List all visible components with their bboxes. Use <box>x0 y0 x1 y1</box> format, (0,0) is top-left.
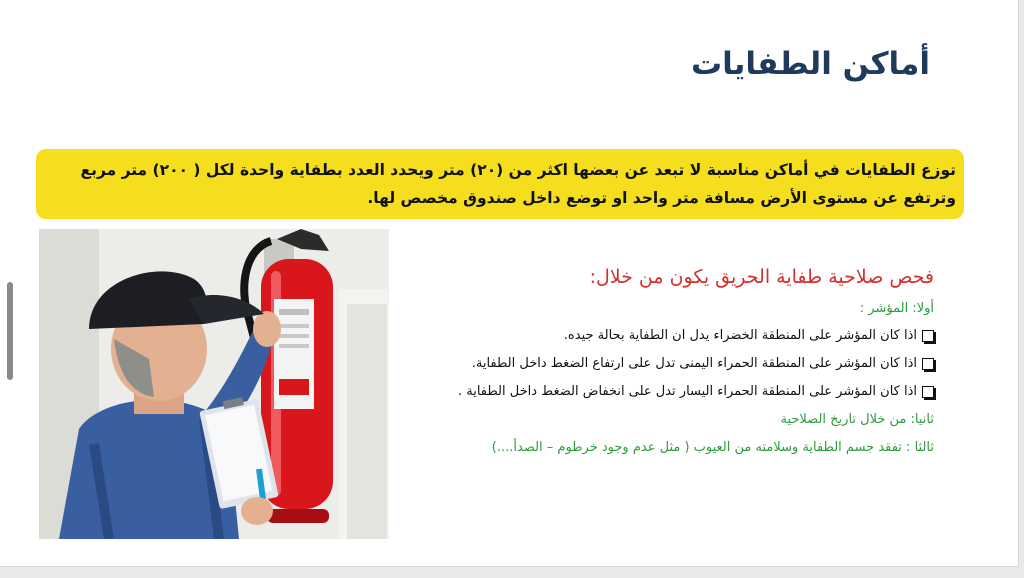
checkbox-icon <box>922 330 934 342</box>
slide-title: أماكن الطفايات <box>690 46 930 82</box>
checklist-text: اذا كان المؤشر على المنطقة الخضراء يدل ان الطفاية بحالة جيده. <box>563 328 917 343</box>
checkbox-icon <box>922 358 934 370</box>
fire-extinguisher-inspection-photo <box>39 229 389 539</box>
first-method-label: أولا: المؤشر : <box>859 301 934 316</box>
checklist-item <box>564 328 934 343</box>
checklist-text: اذا كان المؤشر على المنطقة الحمراء اليمنى تدل على ارتفاع الضغط داخل الطفاية. <box>471 356 917 371</box>
checklist-item <box>472 356 934 371</box>
placement-note: توزع الطفايات في أماكن مناسبة لا تبعد عن بعضها اكثر من (٢٠) متر ويحدد العدد بطفاية واحدة لكل ( ٢٠٠) متر مربع وترتفع عن مستوى الأرض مسافة متر واحد او توضع داخل صندوق مخصص لها. <box>36 149 964 219</box>
checklist-item <box>458 384 934 399</box>
vertical-scrollbar[interactable] <box>7 282 13 380</box>
checkbox-icon <box>922 386 934 398</box>
second-method-label: ثانيا: من خلال تاريخ الصلاحية <box>780 412 934 427</box>
third-method-label: ثالثا : تفقد جسم الطفاية وسلامته من العيوب ( مثل عدم وجود خرطوم – الصدأ....) <box>491 440 934 455</box>
inspection-heading: فحص صلاحية طفاية الحريق يكون من خلال: <box>589 266 934 288</box>
inspection-photo <box>39 229 389 539</box>
checklist-text: اذا كان المؤشر على المنطقة الحمراء اليسار تدل على انخفاض الضغط داخل الطفاية . <box>457 384 917 399</box>
